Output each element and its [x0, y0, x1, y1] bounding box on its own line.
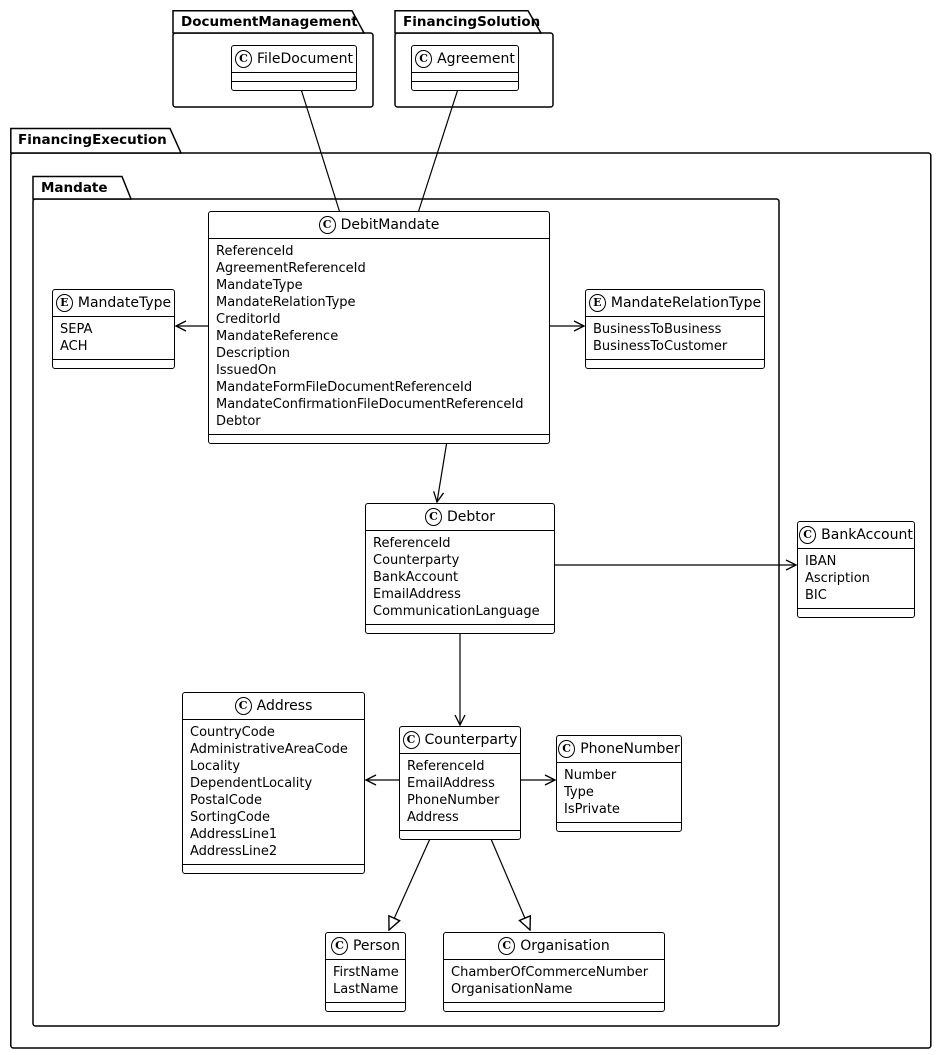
class-debitmandate	[208, 211, 550, 444]
class-name: MandateRelationType	[610, 295, 762, 311]
class-icon: C	[403, 731, 420, 749]
class-icon: C	[425, 508, 442, 526]
class-icon: C	[558, 740, 575, 758]
class-counterparty	[399, 726, 521, 840]
attribute-row: BIC	[805, 588, 827, 603]
enum-values	[53, 317, 174, 360]
class-bankaccount	[797, 521, 915, 618]
class-title	[586, 290, 764, 317]
class-icon: C	[235, 50, 252, 68]
enum-values	[586, 317, 764, 360]
attribute-row: MandateConfirmationFileDocumentReferenceId	[216, 397, 524, 412]
attribute-row: IsPrivate	[564, 802, 620, 817]
class-attributes	[232, 73, 356, 82]
attribute-row: LastName	[333, 982, 399, 997]
class-debtor	[365, 503, 555, 634]
class-title	[209, 212, 549, 239]
class-methods-compartment	[586, 360, 764, 368]
class-name: FileDocument	[257, 51, 353, 67]
attribute-row: ACH	[60, 339, 88, 354]
class-name: PhoneNumber	[580, 741, 680, 757]
class-methods-compartment	[798, 609, 914, 617]
attribute-row: Number	[564, 768, 617, 783]
class-methods-compartment	[232, 82, 356, 90]
class-filedocument	[231, 45, 357, 91]
class-attributes	[412, 73, 518, 82]
attribute-row: Address	[407, 810, 459, 825]
class-methods-compartment	[326, 1003, 405, 1011]
attribute-row: Description	[216, 346, 291, 361]
class-attributes	[444, 960, 664, 1003]
attribute-row: ChamberOfCommerceNumber	[451, 965, 649, 980]
enum-icon: E	[589, 294, 606, 312]
class-address	[182, 692, 365, 874]
attribute-row: SortingCode	[190, 810, 271, 825]
attribute-row: EmailAddress	[407, 776, 495, 791]
package-label-financingexecution: FinancingExecution	[18, 132, 167, 148]
attribute-row: Counterparty	[373, 553, 460, 568]
attribute-row: SEPA	[60, 322, 93, 337]
attribute-row: CountryCode	[190, 725, 275, 740]
class-methods-compartment	[412, 82, 518, 90]
class-icon: C	[331, 937, 348, 955]
attribute-row: AddressLine2	[190, 844, 278, 859]
class-methods-compartment	[366, 625, 554, 633]
class-name: Counterparty	[424, 732, 518, 748]
class-name: MandateType	[77, 295, 172, 311]
attribute-row: BankAccount	[373, 570, 459, 585]
attribute-row: MandateReference	[216, 329, 339, 344]
attribute-row: MandateType	[216, 278, 303, 293]
attribute-row: CreditorId	[216, 312, 281, 327]
class-title	[400, 727, 520, 754]
attribute-row: CommunicationLanguage	[373, 604, 540, 619]
class-icon: C	[235, 697, 252, 715]
enum-mandaterelationtype	[585, 289, 765, 369]
class-title	[53, 290, 174, 317]
class-title	[444, 933, 664, 960]
class-methods-compartment	[557, 823, 681, 831]
class-methods-compartment	[183, 865, 364, 873]
class-attributes	[326, 960, 405, 1003]
attribute-row: OrganisationName	[451, 982, 573, 997]
attribute-row: BusinessToBusiness	[593, 322, 722, 337]
attribute-row: PostalCode	[190, 793, 263, 808]
attribute-row: Ascription	[805, 571, 870, 586]
class-person	[325, 932, 406, 1012]
package-label-mandate: Mandate	[41, 180, 108, 196]
class-title	[557, 736, 681, 763]
attribute-row: IBAN	[805, 554, 837, 569]
class-attributes	[400, 754, 520, 831]
class-name: Agreement	[437, 51, 515, 67]
class-icon: C	[319, 216, 336, 234]
class-title	[326, 933, 405, 960]
class-methods-compartment	[209, 435, 549, 443]
attribute-row: ReferenceId	[407, 759, 485, 774]
class-name: DebitMandate	[340, 217, 440, 233]
class-methods-compartment	[53, 360, 174, 368]
class-icon: C	[498, 937, 515, 955]
attribute-row: EmailAddress	[373, 587, 461, 602]
class-methods-compartment	[444, 1003, 664, 1011]
attribute-row: Debtor	[216, 414, 261, 429]
package-label-financingsolution: FinancingSolution	[403, 14, 541, 30]
class-name: Organisation	[520, 938, 610, 954]
attribute-row: Locality	[190, 759, 241, 774]
class-attributes	[366, 531, 554, 625]
class-title	[798, 522, 914, 549]
class-title	[183, 693, 364, 720]
package-label-documentmanagement: DocumentManagement	[181, 14, 358, 30]
class-attributes	[209, 239, 549, 435]
class-name: Debtor	[446, 509, 496, 525]
attribute-row: MandateFormFileDocumentReferenceId	[216, 380, 473, 395]
class-attributes	[183, 720, 364, 865]
class-attributes	[557, 763, 681, 823]
class-methods-compartment	[400, 831, 520, 839]
class-attributes	[798, 549, 914, 609]
class-phonenumber	[556, 735, 682, 832]
class-organisation	[443, 932, 665, 1012]
class-agreement	[411, 45, 519, 91]
class-name: Person	[352, 938, 401, 954]
class-title	[232, 46, 356, 73]
attribute-row: AgreementReferenceId	[216, 261, 366, 276]
enum-icon: E	[56, 294, 73, 312]
attribute-row: PhoneNumber	[407, 793, 500, 808]
class-name: Address	[256, 698, 313, 714]
attribute-row: IssuedOn	[216, 363, 277, 378]
attribute-row: ReferenceId	[373, 536, 451, 551]
class-name: BankAccount	[821, 527, 913, 543]
attribute-row: FirstName	[333, 965, 399, 980]
class-title	[366, 504, 554, 531]
attribute-row: ReferenceId	[216, 244, 294, 259]
class-icon: C	[415, 50, 432, 68]
attribute-row: MandateRelationType	[216, 295, 356, 310]
attribute-row: Type	[564, 785, 594, 800]
attribute-row: AdministrativeAreaCode	[190, 742, 348, 757]
attribute-row: DependentLocality	[190, 776, 313, 791]
enum-mandatetype	[52, 289, 175, 369]
class-title	[412, 46, 518, 73]
class-icon: C	[799, 526, 816, 544]
attribute-row: AddressLine1	[190, 827, 278, 842]
attribute-row: BusinessToCustomer	[593, 339, 728, 354]
